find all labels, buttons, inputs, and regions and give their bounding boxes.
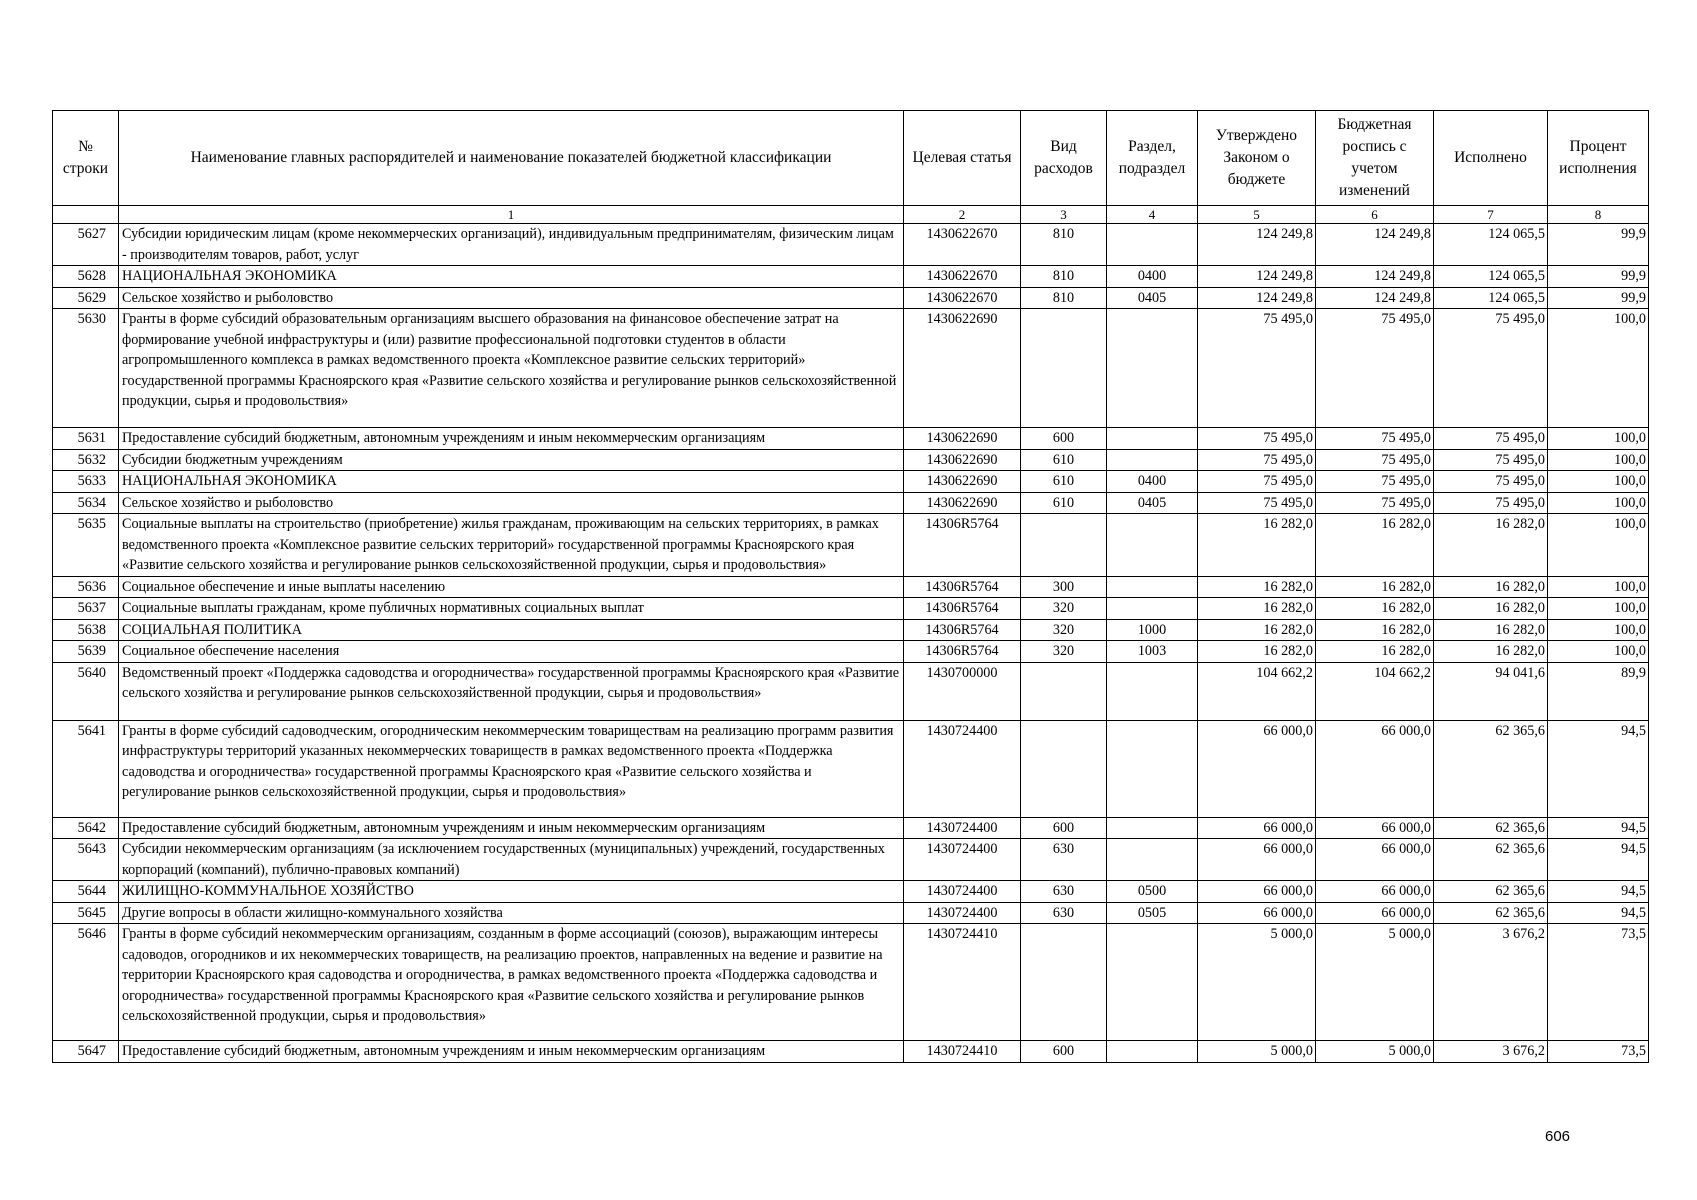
schedule-amount-cell: 124 249,8 (1316, 224, 1434, 266)
table-body (53, 224, 1649, 1063)
column-number-cell: 3 (1021, 206, 1107, 224)
schedule-amount-cell: 104 662,2 (1316, 662, 1434, 720)
row-number-cell: 5630 (53, 309, 119, 428)
approved-amount-cell: 75 495,0 (1198, 449, 1316, 471)
expense-type-cell: 600 (1021, 428, 1107, 450)
table-row (53, 641, 1649, 663)
expense-type-cell: 610 (1021, 471, 1107, 493)
approved-amount-cell: 16 282,0 (1198, 576, 1316, 598)
percent-cell: 73,5 (1548, 924, 1649, 1041)
expense-type-cell: 610 (1021, 492, 1107, 514)
approved-amount-cell: 66 000,0 (1198, 902, 1316, 924)
row-number-cell: 5634 (53, 492, 119, 514)
table-row (53, 839, 1649, 881)
table-row (53, 266, 1649, 288)
row-number-cell: 5642 (53, 817, 119, 839)
target-article-cell: 1430724410 (904, 1041, 1021, 1063)
name-cell: Предоставление субсидий бюджетным, автономным учреждениям и иным некоммерческим организациям (119, 817, 904, 839)
target-article-cell: 1430622690 (904, 309, 1021, 428)
section-cell (1107, 839, 1198, 881)
section-cell (1107, 662, 1198, 720)
percent-cell: 100,0 (1548, 309, 1649, 428)
column-number-cell: 1 (119, 206, 904, 224)
expense-type-cell (1021, 309, 1107, 428)
section-cell: 0405 (1107, 492, 1198, 514)
target-article-cell: 1430622670 (904, 287, 1021, 309)
executed-amount-cell: 124 065,5 (1434, 266, 1548, 288)
target-article-cell: 1430724400 (904, 839, 1021, 881)
table-row (53, 1041, 1649, 1063)
section-cell (1107, 514, 1198, 577)
name-cell: Сельское хозяйство и рыболовство (119, 492, 904, 514)
executed-amount-cell: 16 282,0 (1434, 514, 1548, 577)
name-cell: Социальное обеспечение и иные выплаты населению (119, 576, 904, 598)
row-number-cell: 5627 (53, 224, 119, 266)
section-cell (1107, 449, 1198, 471)
executed-amount-cell: 75 495,0 (1434, 428, 1548, 450)
name-cell: Гранты в форме субсидий садоводческим, огородническим некоммерческим товариществам на реализацию программ развития инфраструктуры территорий указанных некоммерческих товариществ в рамках ведомственного проекта «Поддержка садоводства и огородничества» государственной программы Красноярского края «Развитие сельского хозяйства и регулирование рынков сельскохозяйственной продукции, сырья и продовольствия» (119, 720, 904, 817)
executed-amount-cell: 16 282,0 (1434, 641, 1548, 663)
page-number: 606 (1545, 1128, 1571, 1145)
section-cell: 1000 (1107, 619, 1198, 641)
name-cell: НАЦИОНАЛЬНАЯ ЭКОНОМИКА (119, 471, 904, 493)
table-row (53, 428, 1649, 450)
expense-type-cell: 810 (1021, 266, 1107, 288)
table-row (53, 287, 1649, 309)
section-cell (1107, 1041, 1198, 1063)
row-number-cell: 5631 (53, 428, 119, 450)
header-cell-section: Раздел, подраздел (1107, 111, 1198, 206)
target-article-cell: 1430622690 (904, 471, 1021, 493)
table-row (53, 514, 1649, 577)
column-number-cell: 8 (1548, 206, 1649, 224)
table-row (53, 224, 1649, 266)
header-cell-approved: Утверждено Законом о бюджете (1198, 111, 1316, 206)
table-row (53, 598, 1649, 620)
row-number-cell: 5637 (53, 598, 119, 620)
schedule-amount-cell: 124 249,8 (1316, 266, 1434, 288)
target-article-cell: 1430700000 (904, 662, 1021, 720)
table-row (53, 471, 1649, 493)
target-article-cell: 14306R5764 (904, 641, 1021, 663)
row-number-cell: 5628 (53, 266, 119, 288)
target-article-cell: 1430622670 (904, 224, 1021, 266)
percent-cell: 100,0 (1548, 514, 1649, 577)
target-article-cell: 1430622690 (904, 492, 1021, 514)
header-cell-executed: Исполнено (1434, 111, 1548, 206)
expense-type-cell: 810 (1021, 287, 1107, 309)
expense-type-cell (1021, 924, 1107, 1041)
approved-amount-cell: 5 000,0 (1198, 1041, 1316, 1063)
percent-cell: 94,5 (1548, 839, 1649, 881)
executed-amount-cell: 3 676,2 (1434, 924, 1548, 1041)
column-number-cell: 5 (1198, 206, 1316, 224)
row-number-cell: 5629 (53, 287, 119, 309)
section-cell (1107, 309, 1198, 428)
column-number-cell: 2 (904, 206, 1021, 224)
expense-type-cell: 320 (1021, 619, 1107, 641)
row-number-cell: 5632 (53, 449, 119, 471)
schedule-amount-cell: 75 495,0 (1316, 492, 1434, 514)
budget-table (52, 110, 1649, 1063)
section-cell (1107, 428, 1198, 450)
schedule-amount-cell: 75 495,0 (1316, 471, 1434, 493)
header-cell-budget-schedule: Бюджетная роспись с учетом изменений (1316, 111, 1434, 206)
row-number-cell: 5639 (53, 641, 119, 663)
table-row (53, 924, 1649, 1041)
name-cell: Другие вопросы в области жилищно-коммунального хозяйства (119, 902, 904, 924)
column-number-cell: 6 (1316, 206, 1434, 224)
percent-cell: 99,9 (1548, 266, 1649, 288)
row-number-cell: 5644 (53, 881, 119, 903)
expense-type-cell: 630 (1021, 881, 1107, 903)
section-cell: 0500 (1107, 881, 1198, 903)
approved-amount-cell: 124 249,8 (1198, 266, 1316, 288)
approved-amount-cell: 16 282,0 (1198, 514, 1316, 577)
approved-amount-cell: 124 249,8 (1198, 224, 1316, 266)
section-cell (1107, 924, 1198, 1041)
executed-amount-cell: 62 365,6 (1434, 839, 1548, 881)
target-article-cell: 1430724400 (904, 720, 1021, 817)
header-cell-expense-type: Вид расходов (1021, 111, 1107, 206)
schedule-amount-cell: 5 000,0 (1316, 924, 1434, 1041)
table-row (53, 720, 1649, 817)
executed-amount-cell: 75 495,0 (1434, 492, 1548, 514)
name-cell: Социальное обеспечение населения (119, 641, 904, 663)
name-cell: Социальные выплаты гражданам, кроме публичных нормативных социальных выплат (119, 598, 904, 620)
expense-type-cell: 320 (1021, 641, 1107, 663)
target-article-cell: 1430724410 (904, 924, 1021, 1041)
approved-amount-cell: 66 000,0 (1198, 720, 1316, 817)
schedule-amount-cell: 16 282,0 (1316, 514, 1434, 577)
percent-cell: 94,5 (1548, 902, 1649, 924)
row-number-cell: 5646 (53, 924, 119, 1041)
section-cell: 0505 (1107, 902, 1198, 924)
approved-amount-cell: 5 000,0 (1198, 924, 1316, 1041)
column-number-cell: 4 (1107, 206, 1198, 224)
approved-amount-cell: 75 495,0 (1198, 428, 1316, 450)
name-cell: Гранты в форме субсидий образовательным организациям высшего образования на финансовое обеспечение затрат на формирование учебной инфраструктуры и (или) развитие профессиональной подготовки студентов в области агропромышленного комплекса в рамках ведомственного проекта «Комплексное развитие сельских территорий» государственной программы Красноярского края «Развитие сельского хозяйства и регулирование рынков сельскохозяйственной продукции, сырья и продовольствия» (119, 309, 904, 428)
schedule-amount-cell: 75 495,0 (1316, 449, 1434, 471)
section-cell: 0405 (1107, 287, 1198, 309)
expense-type-cell (1021, 662, 1107, 720)
header-row (53, 111, 1649, 206)
name-cell: Социальные выплаты на строительство (приобретение) жилья гражданам, проживающим на сельских территориях, в рамках ведомственного проекта «Комплексное развитие сельских территорий» государственной программы Красноярского края «Развитие сельского хозяйства и регулирование рынков сельскохозяйственной продукции, сырья и продовольствия» (119, 514, 904, 577)
row-number-cell: 5633 (53, 471, 119, 493)
table-row (53, 492, 1649, 514)
percent-cell: 99,9 (1548, 287, 1649, 309)
schedule-amount-cell: 66 000,0 (1316, 720, 1434, 817)
target-article-cell: 1430724400 (904, 902, 1021, 924)
target-article-cell: 1430622670 (904, 266, 1021, 288)
executed-amount-cell: 124 065,5 (1434, 287, 1548, 309)
section-cell (1107, 224, 1198, 266)
section-cell: 0400 (1107, 266, 1198, 288)
target-article-cell: 1430724400 (904, 817, 1021, 839)
expense-type-cell: 600 (1021, 817, 1107, 839)
schedule-amount-cell: 75 495,0 (1316, 309, 1434, 428)
percent-cell: 99,9 (1548, 224, 1649, 266)
table-row (53, 576, 1649, 598)
percent-cell: 73,5 (1548, 1041, 1649, 1063)
header-cell-target-article: Целевая статья (904, 111, 1021, 206)
schedule-amount-cell: 16 282,0 (1316, 598, 1434, 620)
name-cell: Сельское хозяйство и рыболовство (119, 287, 904, 309)
expense-type-cell (1021, 720, 1107, 817)
percent-cell: 100,0 (1548, 492, 1649, 514)
executed-amount-cell: 16 282,0 (1434, 598, 1548, 620)
schedule-amount-cell: 16 282,0 (1316, 641, 1434, 663)
schedule-amount-cell: 75 495,0 (1316, 428, 1434, 450)
row-number-cell: 5640 (53, 662, 119, 720)
name-cell: Субсидии некоммерческим организациям (за исключением государственных (муниципальных) учреждений, государственных корпораций (компаний), публично-правовых компаний) (119, 839, 904, 881)
section-cell (1107, 576, 1198, 598)
schedule-amount-cell: 16 282,0 (1316, 619, 1434, 641)
approved-amount-cell: 104 662,2 (1198, 662, 1316, 720)
target-article-cell: 1430622690 (904, 428, 1021, 450)
approved-amount-cell: 66 000,0 (1198, 881, 1316, 903)
header-cell-percent: Процент исполнения (1548, 111, 1649, 206)
row-number-cell: 5638 (53, 619, 119, 641)
table-row (53, 881, 1649, 903)
expense-type-cell: 320 (1021, 598, 1107, 620)
row-number-cell: 5647 (53, 1041, 119, 1063)
table-row (53, 662, 1649, 720)
approved-amount-cell: 75 495,0 (1198, 492, 1316, 514)
approved-amount-cell: 75 495,0 (1198, 471, 1316, 493)
percent-cell: 94,5 (1548, 817, 1649, 839)
percent-cell: 100,0 (1548, 449, 1649, 471)
executed-amount-cell: 16 282,0 (1434, 576, 1548, 598)
expense-type-cell: 300 (1021, 576, 1107, 598)
executed-amount-cell: 75 495,0 (1434, 449, 1548, 471)
percent-cell: 100,0 (1548, 576, 1649, 598)
approved-amount-cell: 66 000,0 (1198, 817, 1316, 839)
name-cell: Предоставление субсидий бюджетным, автономным учреждениям и иным некоммерческим организациям (119, 428, 904, 450)
row-number-cell: 5641 (53, 720, 119, 817)
executed-amount-cell: 62 365,6 (1434, 902, 1548, 924)
table-row (53, 309, 1649, 428)
name-cell: Субсидии бюджетным учреждениям (119, 449, 904, 471)
section-cell (1107, 720, 1198, 817)
column-number-cell: 7 (1434, 206, 1548, 224)
percent-cell: 94,5 (1548, 720, 1649, 817)
target-article-cell: 14306R5764 (904, 576, 1021, 598)
name-cell: Предоставление субсидий бюджетным, автономным учреждениям и иным некоммерческим организациям (119, 1041, 904, 1063)
section-cell (1107, 817, 1198, 839)
name-cell: НАЦИОНАЛЬНАЯ ЭКОНОМИКА (119, 266, 904, 288)
percent-cell: 100,0 (1548, 428, 1649, 450)
expense-type-cell: 630 (1021, 902, 1107, 924)
row-number-cell: 5636 (53, 576, 119, 598)
executed-amount-cell: 62 365,6 (1434, 720, 1548, 817)
executed-amount-cell: 75 495,0 (1434, 471, 1548, 493)
table-row (53, 449, 1649, 471)
percent-cell: 94,5 (1548, 881, 1649, 903)
executed-amount-cell: 94 041,6 (1434, 662, 1548, 720)
expense-type-cell: 630 (1021, 839, 1107, 881)
approved-amount-cell: 124 249,8 (1198, 287, 1316, 309)
target-article-cell: 14306R5764 (904, 514, 1021, 577)
percent-cell: 100,0 (1548, 619, 1649, 641)
executed-amount-cell: 62 365,6 (1434, 881, 1548, 903)
name-cell: Ведомственный проект «Поддержка садоводства и огородничества» государственной программы Красноярского края «Развитие сельского хозяйства и регулирование рынков сельскохозяйственной продукции, сырья и продовольствия» (119, 662, 904, 720)
column-number-cell (53, 206, 119, 224)
percent-cell: 100,0 (1548, 598, 1649, 620)
expense-type-cell: 600 (1021, 1041, 1107, 1063)
table-row (53, 902, 1649, 924)
approved-amount-cell: 16 282,0 (1198, 619, 1316, 641)
section-cell (1107, 598, 1198, 620)
executed-amount-cell: 3 676,2 (1434, 1041, 1548, 1063)
name-cell: ЖИЛИЩНО-КОММУНАЛЬНОЕ ХОЗЯЙСТВО (119, 881, 904, 903)
approved-amount-cell: 16 282,0 (1198, 598, 1316, 620)
schedule-amount-cell: 124 249,8 (1316, 287, 1434, 309)
executed-amount-cell: 124 065,5 (1434, 224, 1548, 266)
schedule-amount-cell: 16 282,0 (1316, 576, 1434, 598)
target-article-cell: 14306R5764 (904, 598, 1021, 620)
target-article-cell: 1430622690 (904, 449, 1021, 471)
expense-type-cell (1021, 514, 1107, 577)
row-number-cell: 5643 (53, 839, 119, 881)
expense-type-cell: 610 (1021, 449, 1107, 471)
percent-cell: 89,9 (1548, 662, 1649, 720)
executed-amount-cell: 62 365,6 (1434, 817, 1548, 839)
target-article-cell: 1430724400 (904, 881, 1021, 903)
section-cell: 1003 (1107, 641, 1198, 663)
table-row (53, 619, 1649, 641)
name-cell: Субсидии юридическим лицам (кроме некоммерческих организаций), индивидуальным предпринимателям, физическим лицам - производителям товаров, работ, услуг (119, 224, 904, 266)
header-cell-row-number: № строки (53, 111, 119, 206)
name-cell: Гранты в форме субсидий некоммерческим организациям, созданным в форме ассоциаций (союзов), выражающим интересы садоводов, огородников и их некоммерческих товариществ, на реализацию проектов, направленных на ведение и развитие на территории Красноярского края садоводства и огородничества, в рамках ведомственного проекта «Поддержка садоводства и огородничества» государственной программы Красноярского края «Развитие сельского хозяйства и регулирование рынков сельскохозяйственной продукции, сырья и продовольствия» (119, 924, 904, 1041)
target-article-cell: 14306R5764 (904, 619, 1021, 641)
schedule-amount-cell: 66 000,0 (1316, 881, 1434, 903)
approved-amount-cell: 66 000,0 (1198, 839, 1316, 881)
executed-amount-cell: 75 495,0 (1434, 309, 1548, 428)
table-row (53, 817, 1649, 839)
schedule-amount-cell: 66 000,0 (1316, 817, 1434, 839)
name-cell: СОЦИАЛЬНАЯ ПОЛИТИКА (119, 619, 904, 641)
column-number-row (53, 206, 1649, 224)
percent-cell: 100,0 (1548, 471, 1649, 493)
approved-amount-cell: 16 282,0 (1198, 641, 1316, 663)
row-number-cell: 5645 (53, 902, 119, 924)
header-cell-name: Наименование главных распорядителей и наименование показателей бюджетной классификации (119, 111, 904, 206)
row-number-cell: 5635 (53, 514, 119, 577)
approved-amount-cell: 75 495,0 (1198, 309, 1316, 428)
schedule-amount-cell: 66 000,0 (1316, 902, 1434, 924)
schedule-amount-cell: 5 000,0 (1316, 1041, 1434, 1063)
percent-cell: 100,0 (1548, 641, 1649, 663)
section-cell: 0400 (1107, 471, 1198, 493)
executed-amount-cell: 16 282,0 (1434, 619, 1548, 641)
schedule-amount-cell: 66 000,0 (1316, 839, 1434, 881)
expense-type-cell: 810 (1021, 224, 1107, 266)
